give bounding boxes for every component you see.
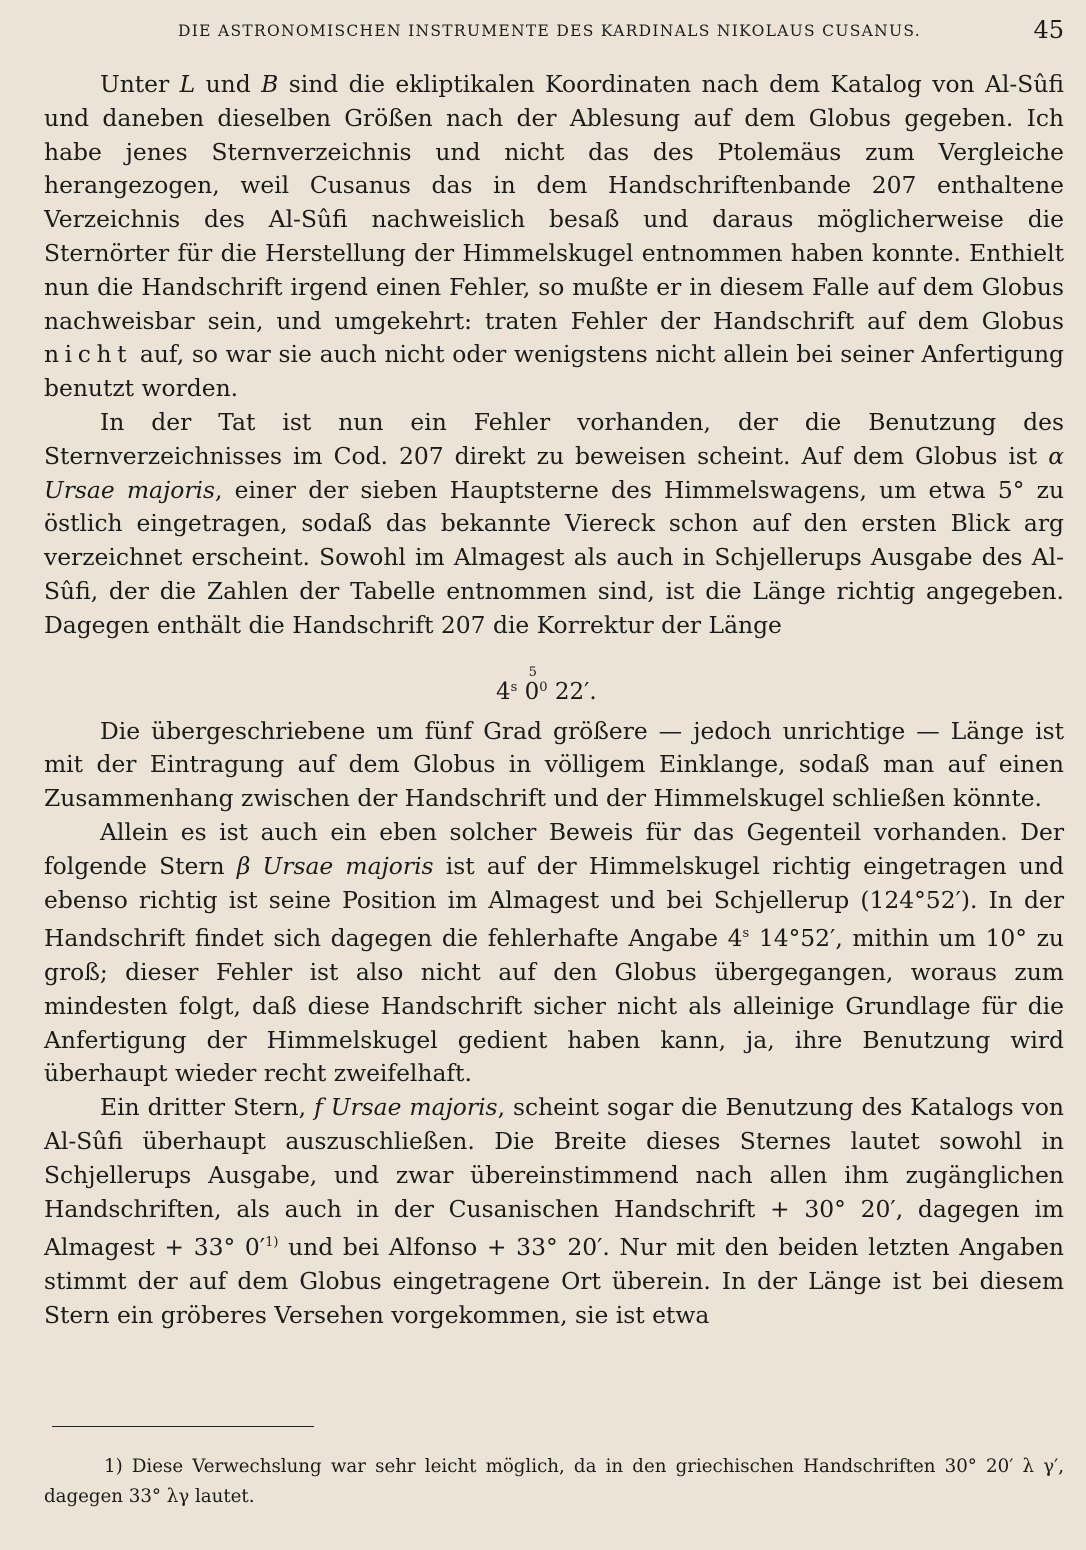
text-run: , einer der sieben Hauptsterne des Himmelswagens, um etwa 5° zu östlich eingetragen, sodaß das bekannte Viereck schon auf den ersten Blick arg verzeichnet erscheint. Sowohl im Almagest als auch in Schjellerups Ausgabe des Al-Sûfi, der die Zahlen der Tabelle entnommen sind, ist die Länge richtig angegeben. Dagegen enthält die Handschrift 207 die Korrektur der Länge	[44, 475, 1065, 639]
paragraph-1	[44, 68, 1064, 406]
formula-minutes: 22′.	[554, 678, 597, 705]
text-run: 14°52′, mithin um 10° zu groß; dieser Fehler ist also nicht auf den Globus übergegangen, woraus zum mindesten folgt, daß diese Handschrift sicher nicht als alleinige Grundlage für die Anfertigung der Himmelskugel gedient haben kann, ja, ihre Benutzung wird überhaupt wieder recht zweifelhaft.	[44, 924, 1064, 1088]
longitude-formula	[44, 647, 1064, 715]
text-run: Unter	[100, 70, 180, 98]
footnote-reference[interactable]: 1)	[265, 1235, 279, 1251]
formula-sign: 4	[496, 678, 511, 705]
paragraph-2	[44, 406, 1064, 643]
text-run: Ein dritter Stern,	[100, 1093, 315, 1122]
text-run: Allein es ist auch ein eben solcher Beweis für das Gegenteil vorhanden. Der folgende Stern	[44, 817, 1064, 880]
text-run: , scheint sogar die Benutzung des Katalogs von Al-Sûfi überhaupt auszuschließen. Die Breite dieses Sternes lautet sowohl in Schjellerups Ausgabe, und zwar übereinstimmend nach allen ihm zugänglichen Handschriften, als auch in der Cusanischen Handschrift + 30° 20′, dagegen im Almagest + 33° 0′	[44, 1093, 1064, 1262]
text-run: ist auf der Himmelskugel richtig eingetragen und ebenso richtig ist seine Position im Almagest und bei Schjellerup (124°52′). In der Handschrift findet sich dagegen die fehlerhafte Angabe 4	[44, 851, 1064, 953]
text-run: In der Tat ist nun ein Fehler vorhanden, der die Benutzung des Sternverzeichnisses im Cod. 207 direkt zu beweisen scheint. Auf dem Globus ist	[44, 407, 1064, 470]
italic-run: α Ursae majoris	[44, 441, 1064, 504]
page-number: 45	[1033, 16, 1064, 44]
footnote-text: 1) Diese Verwechslung war sehr leicht möglich, da in den griechischen Handschriften 30° 20′ λ γ′, dagegen 33° λγ lautet.	[44, 1456, 1064, 1507]
formula-degree	[524, 664, 540, 710]
page-header	[178, 18, 1064, 46]
italic-run: L	[179, 70, 196, 98]
text-run: sind die ekliptikalen Koordinaten nach dem Katalog von Al-Sûfi und daneben dieselben Größen nach der Ablesung auf dem Globus gegeben. Ich habe jenes Sternverzeichnis und nicht das des Ptolemäus zum Vergleiche herangezogen, weil Cusanus das in dem Handschriftenbande 207 enthaltene Verzeichnis des Al-Sûfi nachweislich besaß und daraus möglicherweise die Sternörter für die Herstellung der Himmelskugel entnommen haben konnte. Enthielt nun die Handschrift irgend einen Fehler, so mußte er in diesem Falle auf dem Globus nachweisbar sein, und umgekehrt: traten Fehler der Handschrift auf dem Globus	[44, 70, 1064, 335]
italic-run: B	[261, 70, 279, 98]
paragraph-5	[44, 1091, 1064, 1332]
formula-over-digit: 5	[528, 664, 537, 680]
text-run: und bei Alfonso + 33° 20′. Nur mit den beiden letzten Angaben stimmt der auf dem Globus eingetragene Ort überein. In der Länge ist bei diesem Stern ein gröberes Versehen vorgekommen, sie ist etwa	[44, 1233, 1064, 1329]
italic-run: β Ursae majoris	[236, 851, 434, 880]
formula-superscript: s	[510, 679, 518, 695]
running-head: DIE ASTRONOMISCHEN INSTRUMENTE DES KARDINALS NIKOLAUS CUSANUS.	[178, 22, 921, 40]
italic-run: f Ursae majoris	[314, 1093, 498, 1122]
text-run: und	[195, 70, 262, 98]
superscript: s	[742, 926, 750, 942]
spaced-emphasis: nicht	[44, 340, 133, 369]
formula-degree-value: 0	[524, 678, 540, 705]
footnote	[44, 1452, 1064, 1512]
footnote-divider	[52, 1426, 314, 1427]
body-text	[44, 68, 1064, 1332]
paragraph-3: Die übergeschriebene um fünf Grad größere — jedoch unrichtige — Länge ist mit der Eintragung auf dem Globus in völligem Einklange, sodaß man auf einen Zusammenhang zwischen der Handschrift und der Himmelskugel schließen könnte.	[44, 716, 1064, 813]
formula-degree-mark: 0	[539, 679, 548, 695]
paragraph-4	[44, 816, 1064, 1091]
text-run: auf, so war sie auch nicht oder wenigstens nicht allein bei seiner Anfertigung benutzt worden.	[44, 340, 1064, 403]
